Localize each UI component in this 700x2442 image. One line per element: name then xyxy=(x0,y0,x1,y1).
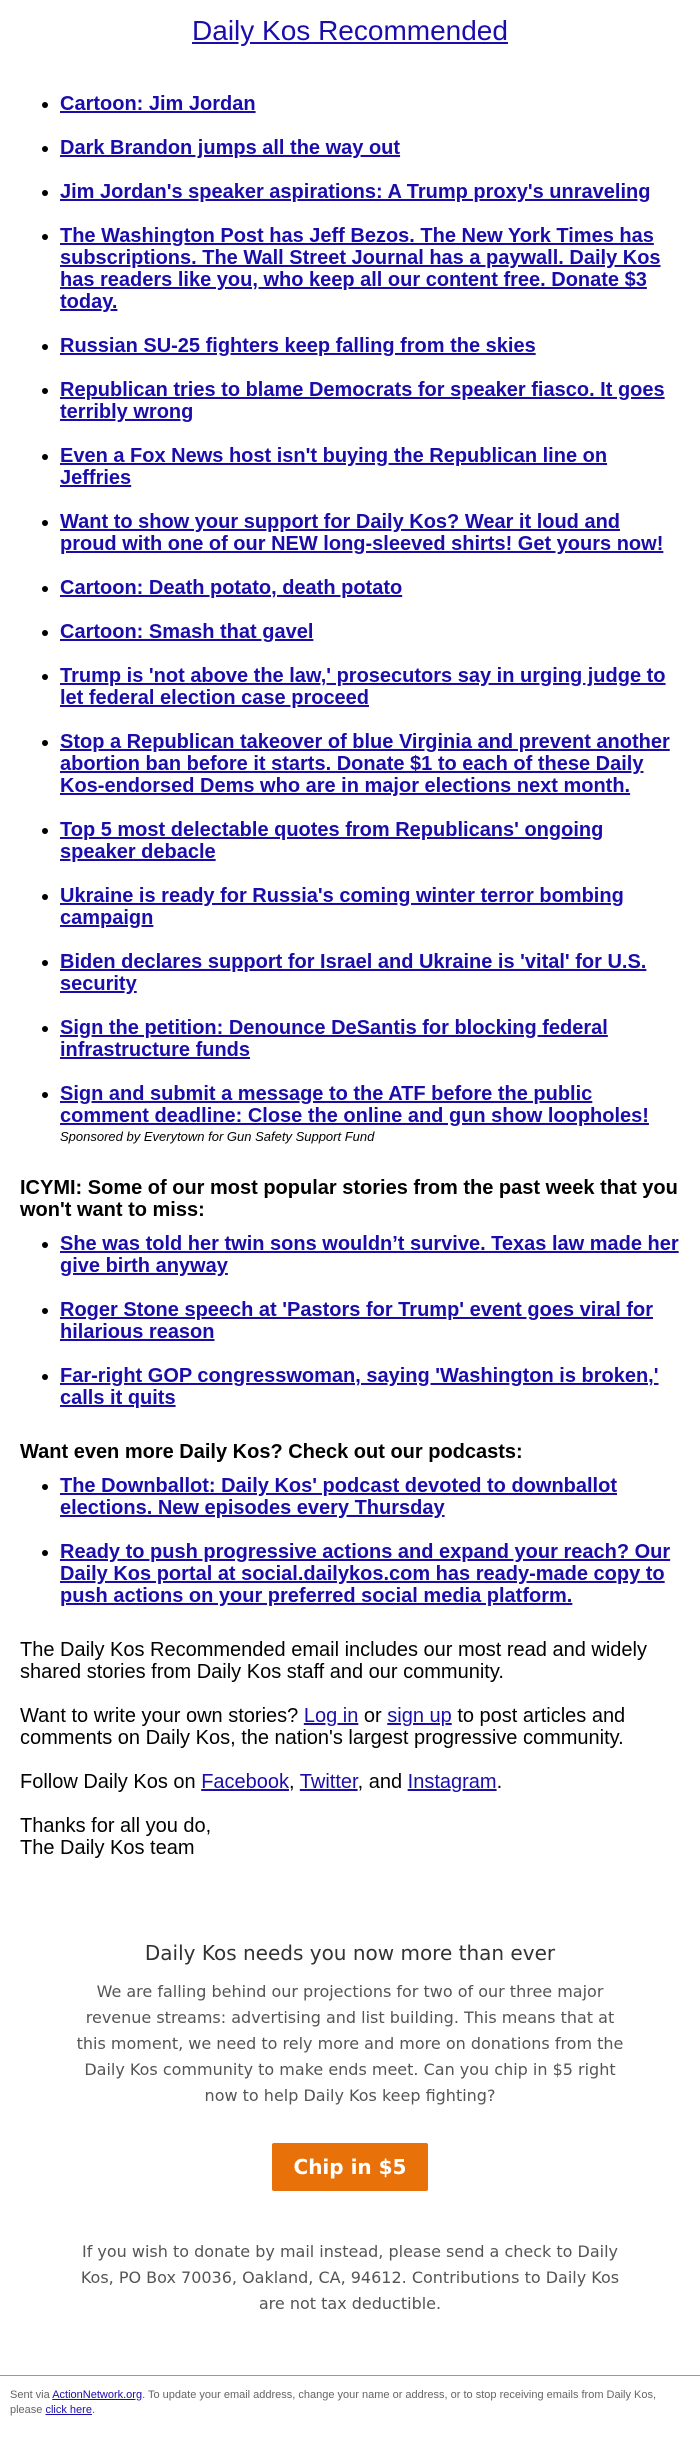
list-item xyxy=(60,1365,680,1409)
end-text: . xyxy=(91,2404,96,2416)
actionnetwork-link[interactable]: ActionNetwork.org xyxy=(52,2389,143,2401)
login-link[interactable]: Log in xyxy=(303,1705,359,1727)
comma-text: , xyxy=(289,1771,295,1793)
story-link[interactable]: Stop a Republican takeover of blue Virginia and prevent another abortion ban before it starts. Donate $1 to each of these Daily Kos-endorsed Dems who are in major elections next month. xyxy=(60,731,670,797)
write-suffix: to post articles and comments on Daily Kos, the nation's largest progressive community. xyxy=(20,1705,626,1749)
list-item xyxy=(60,819,680,863)
sponsor-note: Sponsored by Everytown for Gun Safety Support Fund xyxy=(60,1129,375,1144)
story-link[interactable]: Jim Jordan's speaker aspirations: A Trump proxy's unraveling xyxy=(60,181,651,203)
write-prefix: Want to write your own stories? xyxy=(20,1705,299,1727)
list-item xyxy=(60,379,680,423)
podcasts-list xyxy=(20,1475,680,1607)
story-link[interactable]: Ukraine is ready for Russia's coming winter terror bombing campaign xyxy=(60,885,624,929)
list-item xyxy=(60,951,680,995)
list-item xyxy=(60,1475,680,1519)
follow-text xyxy=(20,1771,680,1793)
signoff xyxy=(20,1815,680,1859)
mail-note: If you wish to donate by mail instead, please send a check to Daily Kos, PO Box 70036, Oakland, CA, 94612. Contributions to Daily Kos are not tax deductible. xyxy=(80,2242,620,2313)
list-item xyxy=(60,1299,680,1343)
appeal-body: We are falling behind our projections for two of our three major revenue streams: advertising and list building. This means that at this moment, we need to rely more and more on donations from the Daily Kos community to make ends meet. Can you chip in $5 right now to help Daily Kos keep fighting? xyxy=(76,1982,624,2105)
story-link[interactable]: Want to show your support for Daily Kos? Wear it loud and proud with one of our NEW long-sleeved shirts! Get yours now! xyxy=(60,511,664,555)
thanks-text: Thanks for all you do, xyxy=(20,1815,212,1837)
list-item xyxy=(60,1541,680,1607)
podcast-link[interactable]: Ready to push progressive actions and expand your reach? Our Daily Kos portal at social.dailykos.com has ready-made copy to push actions on your preferred social media platform. xyxy=(60,1541,671,1607)
story-link[interactable]: Dark Brandon jumps all the way out xyxy=(60,137,401,159)
donation-appeal xyxy=(0,1941,700,2317)
instagram-link[interactable]: Instagram xyxy=(407,1771,497,1793)
list-item xyxy=(60,1017,680,1061)
list-item xyxy=(60,181,680,203)
story-link[interactable]: Top 5 most delectable quotes from Republicans' ongoing speaker debacle xyxy=(60,819,604,863)
podcasts-heading: Want even more Daily Kos? Check out our podcasts: xyxy=(20,1441,523,1463)
and-text: , and xyxy=(357,1771,403,1793)
signup-link[interactable]: sign up xyxy=(387,1705,452,1727)
twitter-link[interactable]: Twitter xyxy=(299,1771,358,1793)
facebook-link[interactable]: Facebook xyxy=(201,1771,290,1793)
title-link[interactable]: Daily Kos Recommended xyxy=(192,15,508,46)
sent-via-text: Sent via xyxy=(10,2389,50,2401)
story-link[interactable]: Cartoon: Death potato, death potato xyxy=(60,577,403,599)
intro-text: The Daily Kos Recommended email includes our most read and widely shared stories from Daily Kos staff and our community. xyxy=(20,1639,647,1683)
list-item xyxy=(60,665,680,709)
signoff-text: The Daily Kos team xyxy=(20,1837,195,1859)
list-item xyxy=(60,1233,680,1277)
story-link[interactable]: Even a Fox News host isn't buying the Republican line on Jeffries xyxy=(60,445,608,489)
icymi-heading: ICYMI: Some of our most popular stories from the past week that you won't want to miss: xyxy=(20,1177,678,1221)
update-text: . To update your email address, change your name or address, or to stop receiving emails from Daily Kos, please xyxy=(10,2389,657,2416)
icymi-link[interactable]: She was told her twin sons wouldn’t survive. Texas law made her give birth anyway xyxy=(60,1233,679,1277)
list-item xyxy=(60,885,680,929)
story-link[interactable]: Trump is 'not above the law,' prosecutors say in urging judge to let federal election case proceed xyxy=(60,665,666,709)
story-link[interactable]: Cartoon: Jim Jordan xyxy=(60,93,256,115)
list-item xyxy=(60,731,680,797)
icymi-list xyxy=(20,1233,680,1409)
story-link[interactable]: The Washington Post has Jeff Bezos. The New York Times has subscriptions. The Wall Street Journal has a paywall. Daily Kos has readers like you, who keep all our content free. Donate $3 today. xyxy=(60,225,661,313)
list-item xyxy=(60,577,680,599)
story-link[interactable]: Republican tries to blame Democrats for speaker fiasco. It goes terribly wrong xyxy=(60,379,665,423)
list-item xyxy=(60,225,680,313)
period-text: . xyxy=(496,1771,503,1793)
list-item xyxy=(60,511,680,555)
story-link[interactable]: Cartoon: Smash that gavel xyxy=(60,621,314,643)
story-link[interactable]: Biden declares support for Israel and Ukraine is 'vital' for U.S. security xyxy=(60,951,647,995)
story-link[interactable]: Sign and submit a message to the ATF before the public comment deadline: Close the online and gun show loopholes! xyxy=(60,1083,649,1127)
or-text: or xyxy=(363,1705,382,1727)
chip-in-button[interactable]: Chip in $5 xyxy=(272,2143,429,2191)
footer xyxy=(0,2375,700,2418)
appeal-heading: Daily Kos needs you now more than ever xyxy=(144,1941,556,1965)
podcast-link[interactable]: The Downballot: Daily Kos' podcast devoted to downballot elections. New episodes every Thursday xyxy=(60,1475,617,1519)
list-item xyxy=(60,137,680,159)
list-item xyxy=(60,445,680,489)
story-list xyxy=(20,93,680,1145)
list-item xyxy=(60,93,680,115)
follow-prefix: Follow Daily Kos on xyxy=(20,1771,196,1793)
write-text xyxy=(20,1705,680,1749)
icymi-link[interactable]: Far-right GOP congresswoman, saying 'Washington is broken,' calls it quits xyxy=(60,1365,659,1409)
list-item xyxy=(60,1083,680,1145)
page-title xyxy=(20,0,680,47)
story-link[interactable]: Russian SU-25 fighters keep falling from the skies xyxy=(60,335,536,357)
story-link[interactable]: Sign the petition: Denounce DeSantis for blocking federal infrastructure funds xyxy=(60,1017,608,1061)
unsubscribe-link[interactable]: click here xyxy=(45,2404,92,2416)
icymi-link[interactable]: Roger Stone speech at 'Pastors for Trump' event goes viral for hilarious reason xyxy=(60,1299,653,1343)
list-item xyxy=(60,335,680,357)
list-item xyxy=(60,621,680,643)
